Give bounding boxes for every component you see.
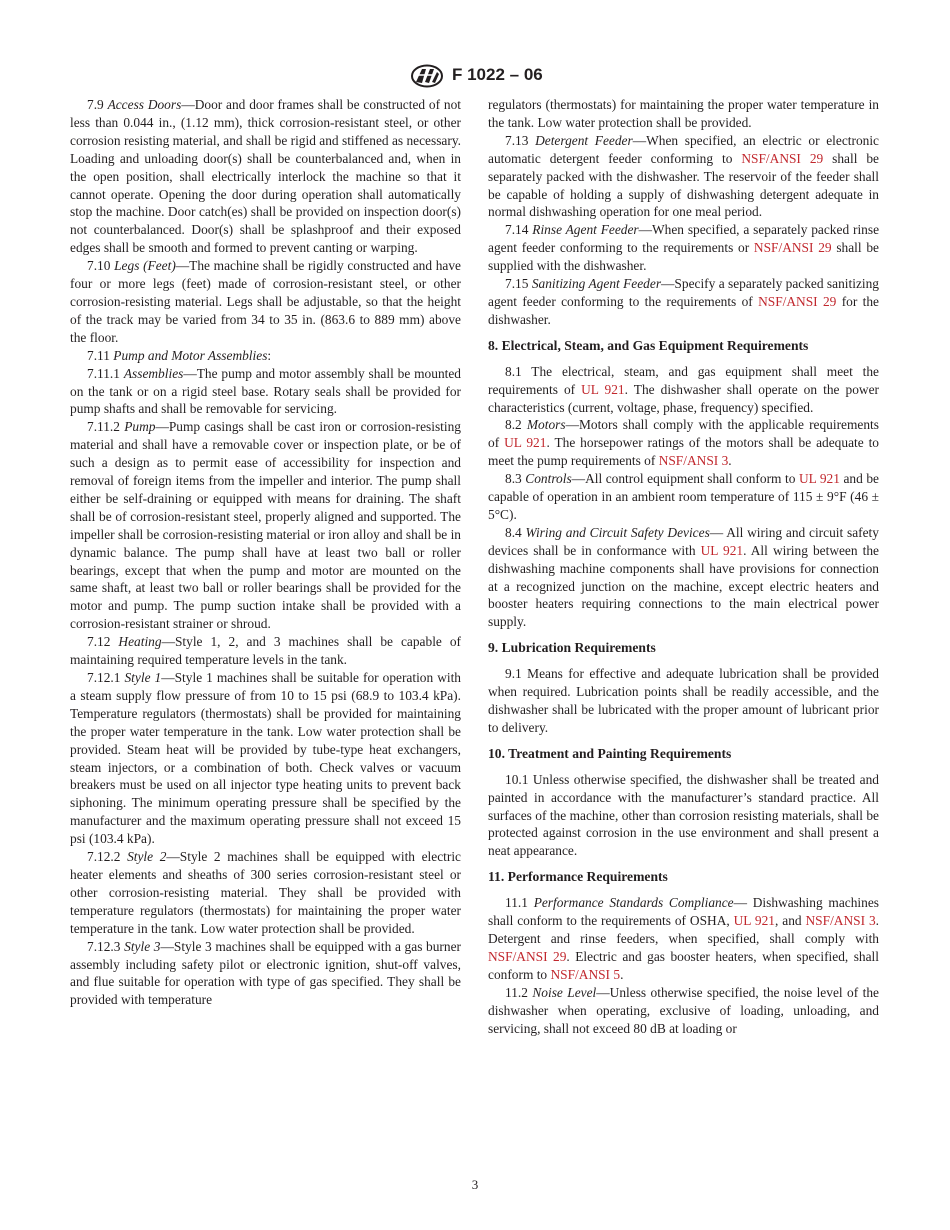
reference-link[interactable]: UL 921	[581, 381, 625, 397]
reference-link[interactable]: UL 921	[798, 471, 840, 487]
reference-link[interactable]: NSF/ANSI 29	[753, 240, 832, 256]
section-10-1: 10.1 Unless otherwise specified, the dishwasher shall be treated and painted in accordance with the manufacturer’s standard practice. All surfaces of the machine, other than corrosion resisting materials, shall be protected against corrosion in the use environment and shall present a neat appearance.	[488, 771, 879, 859]
astm-logo-icon	[410, 64, 444, 88]
reference-link[interactable]: NSF/ANSI 3	[805, 913, 876, 929]
section-8-4: 8.4 Wiring and Circuit Safety Devices— All wiring and circuit safety devices shall be in conformance with UL 921. All wiring between the dishwashing machine components shall have provisions for connection at a recognized junction on the machine, except electric heaters and booster heaters requiring connections to the main electrical power supply.	[488, 524, 879, 630]
section-7-12-3-continued: regulators (thermostats) for maintaining the proper water temperature in the tank. Low water protection shall be provided.	[488, 97, 879, 130]
reference-link[interactable]: NSF/ANSI 3	[658, 453, 729, 469]
reference-link[interactable]: UL 921	[700, 542, 744, 558]
reference-link[interactable]: NSF/ANSI 29	[488, 948, 567, 964]
section-8-heading: 8. Electrical, Steam, and Gas Equipment Requirements	[488, 337, 809, 353]
section-7-11-1: 7.11.1 Assemblies—The pump and motor assembly shall be mounted on the tank or on a rigid steel base. Rotary seals shall be provided for pump shafts and shall be removable for servicing.	[70, 365, 462, 417]
reference-link[interactable]: UL 921	[504, 435, 547, 451]
document-designation: F 1022 – 06	[452, 65, 543, 84]
section-9-1: 9.1 Means for effective and adequate lubrication shall be provided when required. Lubrication points shall be readily accessible, and the dishwasher shall be lubricated with the proper amount of lubricant prior to delivery.	[488, 666, 879, 735]
section-7-9: 7.9 Access Doors—Door and door frames shall be constructed of not less than 0.044 in., (1.12 mm), thick corrosion-resistant steel, or other corrosion resisting material, and shall be rigid and stiffened as necessary. Loading and unloading door(s) shall be counterbalanced and, when in the open position, shall electrically interlock the machine so that it cannot operate. Opening the door during operation shall automatically stop the machine. Door catch(es) shall be provided on inspection door(s) not counterbalanced. Door(s) shall be splashproof and their exposed edges shall be smooth and formed to prevent canting or warping.	[70, 97, 462, 256]
section-7-11: 7.11 Pump and Motor Assemblies:	[87, 347, 272, 363]
left-column	[70, 96, 461, 1009]
section-8-1: 8.1 The electrical, steam, and gas equipment shall meet the requirements of UL 921. The dishwasher shall operate on the power characteristics (current, voltage, phase, frequency) specified.	[488, 363, 879, 415]
section-7-13: 7.13 Detergent Feeder—When specified, an electric or electronic automatic detergent feeder conforming to NSF/ANSI 29 shall be separately packed with the dishwasher. The reservoir of the feeder shall be capable of holding a supply of dishwashing detergent adequate in normal dishwashing operation for one meal period.	[488, 132, 880, 220]
section-11-2: 11.2 Noise Level—Unless otherwise specified, the noise level of the dishwasher when operating, exclusive of loading, unloading, and servicing, shall not exceed 80 dB at loading or	[488, 984, 879, 1036]
section-7-12-2: 7.12.2 Style 2—Style 2 machines shall be equipped with electric heater elements and sheaths of 300 series corrosion-resistant steel or other corrosion-resisting material. They shall be provided with temperature regulators (thermostats) for maintaining the proper water temperature in the tank. Low water protection shall be provided.	[70, 849, 461, 936]
section-7-11-2: 7.11.2 Pump—Pump casings shall be cast iron or corrosion-resisting material and shall have a removable cover or inspection plate, or be of such a design as to permit ease of accessibility for inspection and removal of foreign items from the impeller and interior. The pump shall either be self-draining or equipped with means for draining. The shaft shall be of corrosion-resistant steel, properly aligned and supported. The impeller shall be corrosion-resisting material or iron alloy and shall be in dynamic balance. The pump shall have at least two ball or roller bearings, except that when the pump and motor are mounted on the same shaft, at least two ball or roller bearings shall be provided for the motor and pump. The pump suction intake shall be provided with a corrosion-resistant strainer or shroud.	[70, 419, 462, 632]
section-11-heading: 11. Performance Requirements	[488, 869, 668, 885]
reference-link[interactable]: NSF/ANSI 5	[550, 966, 621, 982]
section-7-12-3: 7.12.3 Style 3—Style 3 machines shall be equipped with a gas burner assembly including safety pilot or electronic ignition, shut-off valves, and flue suitable for operation with type of gas specified. They shall be provided with temperature	[70, 938, 461, 1008]
section-8-3: 8.3 Controls—All control equipment shall conform to UL 921 and be capable of operation in an ambient room temperature of 115 ± 9°F (46 ± 5°C).	[488, 471, 879, 522]
section-7-12-1: 7.12.1 Style 1—Style 1 machines shall be suitable for operation with a steam supply flow pressure of from 10 to 15 psi (68.9 to 103.4 kPa). Temperature regulators (thermostats) shall be provided for maintaining the proper water temperature in the tank. Low water protection shall be provided. Steam heat will be provided by tube-type heat exchangers, steam injectors, or a combination of both. Check valves or vacuum breakers must be used on all injector type heating units to prevent back siphoning. The minimum operating pressure shall be specified by the manufacturer and the maximum operating pressure shall not exceed 15 psi (103.4 kPa).	[70, 670, 461, 847]
page-header	[0, 64, 950, 90]
right-column	[488, 96, 879, 1037]
page-number: 3	[471, 1177, 479, 1192]
section-9-heading: 9. Lubrication Requirements	[488, 640, 656, 656]
section-7-14: 7.14 Rinse Agent Feeder—When specified, a separately packed rinse agent feeder conforming to the requirements or NSF/ANSI 29 shall be supplied with the dishwasher.	[488, 222, 880, 274]
section-7-12: 7.12 Heating—Style 1, 2, and 3 machines shall be capable of maintaining required temperature levels in the tank.	[70, 634, 461, 668]
section-10-heading: 10. Treatment and Painting Requirements	[488, 745, 732, 761]
reference-link[interactable]: NSF/ANSI 29	[741, 150, 824, 166]
section-11-1: 11.1 Performance Standards Compliance— Dishwashing machines shall conform to the requirements of OSHA, UL 921, and NSF/ANSI 3. Detergent and rinse feeders, when specified, shall comply with NSF/ANSI 29. Electric and gas booster heaters, when specified, shall conform to NSF/ANSI 5.	[488, 895, 879, 982]
reference-link[interactable]: UL 921	[733, 913, 775, 929]
section-7-15: 7.15 Sanitizing Agent Feeder—Specify a separately packed sanitizing agent feeder conforming to the requirements of NSF/ANSI 29 for the dishwasher.	[488, 276, 879, 327]
section-8-2: 8.2 Motors—Motors shall comply with the applicable requirements of UL 921. The horsepower ratings of the motors shall be adequate to meet the pump requirements of NSF/ANSI 3.	[488, 417, 879, 469]
reference-link[interactable]: NSF/ANSI 29	[758, 293, 837, 309]
section-7-10: 7.10 Legs (Feet)—The machine shall be rigidly constructed and have four or more legs (feet) made of corrosion-resistant steel, or other corrosion-resisting material. Legs shall be adjustable, so that the height of the track may be varied from 34 to 35 in. (863.6 to 889 mm) above the floor.	[70, 258, 461, 345]
